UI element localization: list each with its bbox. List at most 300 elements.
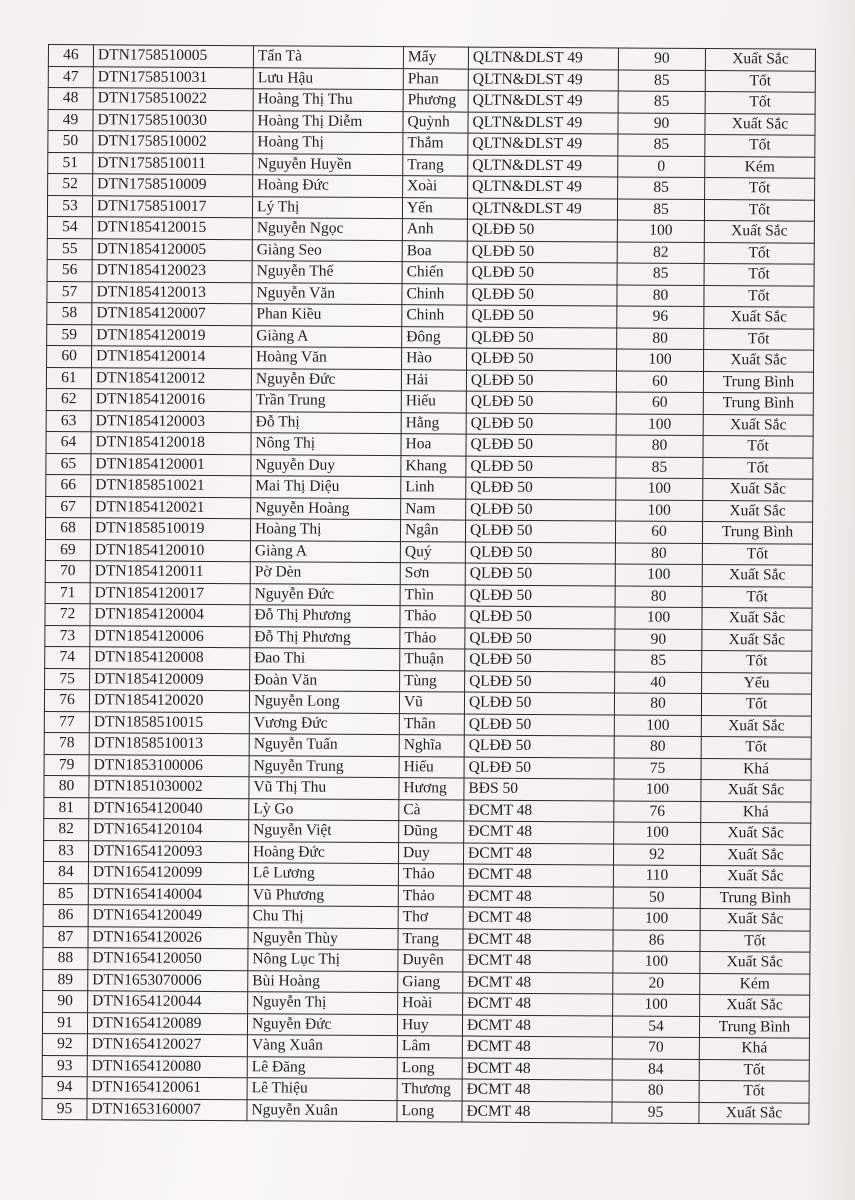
- rating-cell: Tốt: [705, 70, 815, 92]
- given-name-cell: Mẩy: [403, 47, 468, 69]
- rating-cell: Xuất Sắc: [702, 629, 812, 651]
- student-id-cell: DTN1854120007: [92, 303, 252, 325]
- family-name-cell: Nguyễn Thế: [252, 261, 402, 283]
- family-name-cell: Giàng Seo: [252, 239, 402, 261]
- student-id-cell: DTN1758510030: [93, 109, 253, 131]
- given-name-cell: Nam: [401, 498, 466, 520]
- given-name-cell: Chiến: [402, 262, 467, 284]
- class-name-cell: QLTN&DLST 49: [468, 133, 618, 155]
- rating-cell: Kém: [705, 156, 815, 178]
- row-number-cell: 66: [46, 474, 91, 496]
- row-number-cell: 90: [43, 990, 88, 1012]
- score-cell: 100: [615, 564, 702, 586]
- family-name-cell: Nguyễn Đức: [251, 368, 401, 390]
- family-name-cell: Hoàng Thị: [250, 519, 400, 541]
- score-cell: 60: [616, 392, 703, 414]
- class-name-cell: QLTN&DLST 49: [468, 90, 618, 112]
- family-name-cell: Nguyễn Tuấn: [249, 734, 399, 756]
- row-number-cell: 54: [47, 216, 92, 238]
- student-id-cell: DTN1654120080: [87, 1055, 247, 1077]
- rating-cell: Tốt: [704, 328, 814, 350]
- row-number-cell: 92: [42, 1033, 87, 1055]
- score-cell: 84: [612, 1058, 699, 1080]
- row-number-cell: 48: [48, 88, 93, 110]
- row-number-cell: 64: [46, 431, 91, 453]
- student-id-cell: DTN1654120040: [89, 797, 249, 819]
- rating-cell: Tốt: [703, 457, 813, 479]
- given-name-cell: Huy: [397, 1014, 462, 1036]
- class-name-cell: QLĐĐ 50: [465, 585, 615, 607]
- row-number-cell: 86: [43, 904, 88, 926]
- row-number-cell: 47: [48, 66, 93, 88]
- rating-cell: Xuất Sắc: [702, 565, 812, 587]
- score-cell: 70: [612, 1037, 699, 1059]
- class-name-cell: QLĐĐ 50: [465, 606, 615, 628]
- family-name-cell: Bùi Hoàng: [248, 970, 398, 992]
- given-name-cell: Trang: [398, 928, 463, 950]
- score-cell: 100: [613, 994, 700, 1016]
- given-name-cell: Thảo: [398, 864, 463, 886]
- student-id-cell: DTN1858510021: [91, 475, 251, 497]
- rating-cell: Tốt: [699, 1059, 809, 1081]
- row-number-cell: 57: [47, 281, 92, 303]
- class-name-cell: QLTN&DLST 49: [468, 176, 618, 198]
- student-id-cell: DTN1758510031: [93, 66, 253, 88]
- class-name-cell: QLTN&DLST 49: [468, 47, 618, 69]
- class-name-cell: QLĐĐ 50: [464, 714, 614, 736]
- row-number-cell: 65: [46, 453, 91, 475]
- given-name-cell: Thơ: [398, 907, 463, 929]
- family-name-cell: Hoàng Thị Diễm: [253, 110, 403, 132]
- class-name-cell: ĐCMT 48: [463, 972, 613, 994]
- family-name-cell: Pờ Dèn: [250, 562, 400, 584]
- row-number-cell: 68: [45, 517, 90, 539]
- row-number-cell: 58: [47, 302, 92, 324]
- family-name-cell: Nông Thị: [251, 433, 401, 455]
- rating-cell: Xuất Sắc: [700, 844, 810, 866]
- rating-cell: Trung Bình: [703, 393, 813, 415]
- row-number-cell: 69: [45, 539, 90, 561]
- score-cell: 80: [615, 542, 702, 564]
- family-name-cell: Nguyễn Thị: [248, 992, 398, 1014]
- given-name-cell: Đông: [402, 326, 467, 348]
- student-id-cell: DTN1654140004: [88, 883, 248, 905]
- class-name-cell: ĐCMT 48: [463, 929, 613, 951]
- class-name-cell: QLĐĐ 50: [465, 649, 615, 671]
- given-name-cell: Giang: [398, 971, 463, 993]
- family-name-cell: Giàng A: [252, 325, 402, 347]
- family-name-cell: Đoàn Văn: [250, 669, 400, 691]
- rating-cell: Tốt: [699, 1080, 809, 1102]
- student-id-cell: DTN1758510005: [93, 45, 253, 67]
- score-cell: 40: [615, 671, 702, 693]
- student-id-cell: DTN1854120005: [92, 238, 252, 260]
- class-name-cell: QLTN&DLST 49: [468, 69, 618, 91]
- family-name-cell: Nông Lục Thị: [248, 949, 398, 971]
- row-number-cell: 77: [44, 711, 89, 733]
- student-id-cell: DTN1654120049: [88, 905, 248, 927]
- family-name-cell: Hoàng Đức: [249, 841, 399, 863]
- student-id-cell: DTN1758510017: [92, 195, 252, 217]
- student-id-cell: DTN1854120011: [90, 561, 250, 583]
- given-name-cell: Ngân: [400, 520, 465, 542]
- score-cell: 100: [615, 607, 702, 629]
- family-name-cell: Nguyễn Văn: [252, 282, 402, 304]
- given-name-cell: Trang: [403, 154, 468, 176]
- class-name-cell: ĐCMT 48: [463, 864, 613, 886]
- rating-cell: Tốt: [702, 651, 812, 673]
- class-name-cell: QLĐĐ 50: [466, 456, 616, 478]
- given-name-cell: Hiếu: [401, 391, 466, 413]
- family-name-cell: Nguyễn Huyền: [253, 153, 403, 175]
- rating-cell: Tốt: [704, 285, 814, 307]
- student-id-cell: DTN1854120021: [91, 496, 251, 518]
- given-name-cell: Phan: [403, 68, 468, 90]
- rating-cell: Yếu: [702, 672, 812, 694]
- family-name-cell: Hoàng Văn: [252, 347, 402, 369]
- class-name-cell: QLĐĐ 50: [464, 735, 614, 757]
- row-number-cell: 67: [46, 496, 91, 518]
- class-name-cell: QLĐĐ 50: [467, 348, 617, 370]
- student-id-cell: DTN1654120089: [87, 1012, 247, 1034]
- given-name-cell: Duyên: [398, 950, 463, 972]
- given-name-cell: Hương: [399, 778, 464, 800]
- student-id-cell: DTN1854120020: [89, 690, 249, 712]
- rating-cell: Khá: [701, 758, 811, 780]
- student-id-cell: DTN1654120050: [88, 948, 248, 970]
- family-name-cell: Nguyễn Ngọc: [252, 218, 402, 240]
- given-name-cell: Quỳnh: [403, 111, 468, 133]
- family-name-cell: Đỗ Thị Phương: [250, 626, 400, 648]
- score-cell: 54: [612, 1015, 699, 1037]
- row-number-cell: 75: [45, 668, 90, 690]
- family-name-cell: Đỗ Thị: [251, 411, 401, 433]
- family-name-cell: Nguyễn Thùy: [248, 927, 398, 949]
- class-name-cell: ĐCMT 48: [462, 1079, 612, 1101]
- rating-cell: Trung Bình: [699, 1016, 809, 1038]
- row-number-cell: 59: [47, 324, 92, 346]
- rating-cell: Xuất Sắc: [699, 1102, 809, 1124]
- score-cell: 50: [613, 886, 700, 908]
- rating-cell: Tốt: [705, 178, 815, 200]
- family-name-cell: Mai Thị Diệu: [251, 476, 401, 498]
- score-cell: 85: [618, 69, 705, 91]
- family-name-cell: Hoàng Đức: [253, 175, 403, 197]
- rating-cell: Xuất Sắc: [700, 994, 810, 1016]
- rating-cell: Kém: [700, 973, 810, 995]
- student-id-cell: DTN1854120006: [90, 625, 250, 647]
- score-cell: 80: [614, 693, 701, 715]
- score-cell: 85: [618, 134, 705, 156]
- student-id-cell: DTN1854120019: [92, 324, 252, 346]
- rating-cell: Tốt: [704, 264, 814, 286]
- score-cell: 86: [613, 929, 700, 951]
- score-cell: 85: [617, 198, 704, 220]
- student-id-cell: DTN1653070006: [88, 969, 248, 991]
- rating-cell: Tốt: [700, 930, 810, 952]
- row-number-cell: 95: [42, 1098, 87, 1120]
- family-name-cell: Tẩn Tà: [253, 46, 403, 68]
- family-name-cell: Lê Đăng: [247, 1056, 397, 1078]
- student-id-cell: DTN1858510015: [89, 711, 249, 733]
- rating-cell: Xuất Sắc: [700, 909, 810, 931]
- row-number-cell: 85: [43, 883, 88, 905]
- row-number-cell: 61: [46, 367, 91, 389]
- score-cell: 80: [617, 284, 704, 306]
- family-name-cell: Giàng A: [250, 540, 400, 562]
- given-name-cell: Thuận: [400, 649, 465, 671]
- rating-cell: Tốt: [705, 135, 815, 157]
- student-id-cell: DTN1854120015: [92, 217, 252, 239]
- student-id-cell: DTN1851030002: [89, 776, 249, 798]
- score-cell: 96: [617, 306, 704, 328]
- class-name-cell: QLĐĐ 50: [467, 262, 617, 284]
- class-name-cell: BĐS 50: [464, 778, 614, 800]
- class-name-cell: QLĐĐ 50: [467, 284, 617, 306]
- row-number-cell: 60: [47, 345, 92, 367]
- rating-cell: Tốt: [701, 737, 811, 759]
- row-number-cell: 72: [45, 603, 90, 625]
- row-number-cell: 91: [42, 1012, 87, 1034]
- score-cell: 100: [614, 714, 701, 736]
- given-name-cell: Long: [397, 1100, 462, 1122]
- table-row: [42, 1098, 809, 1124]
- score-cell: 85: [618, 177, 705, 199]
- row-number-cell: 80: [44, 775, 89, 797]
- rating-cell: Tốt: [701, 694, 811, 716]
- row-number-cell: 46: [48, 45, 93, 67]
- given-name-cell: Quý: [400, 541, 465, 563]
- rating-cell: Xuất Sắc: [702, 608, 812, 630]
- score-cell: 75: [614, 757, 701, 779]
- given-name-cell: Vũ: [399, 692, 464, 714]
- row-number-cell: 55: [47, 238, 92, 260]
- score-cell: 90: [618, 48, 705, 70]
- family-name-cell: Nguyễn Đức: [250, 583, 400, 605]
- family-name-cell: Hoàng Thị: [253, 132, 403, 154]
- class-name-cell: ĐCMT 48: [462, 1015, 612, 1037]
- given-name-cell: Khang: [401, 455, 466, 477]
- class-name-cell: ĐCMT 48: [462, 1101, 612, 1123]
- student-id-cell: DTN1854120018: [91, 432, 251, 454]
- family-name-cell: Nguyễn Duy: [251, 454, 401, 476]
- row-number-cell: 53: [47, 195, 92, 217]
- family-name-cell: Vũ Thị Thu: [249, 777, 399, 799]
- row-number-cell: 76: [44, 689, 89, 711]
- rating-cell: Xuất Sắc: [705, 49, 815, 71]
- family-name-cell: Phan Kiều: [252, 304, 402, 326]
- given-name-cell: Yến: [402, 197, 467, 219]
- student-id-cell: DTN1854120017: [90, 582, 250, 604]
- family-name-cell: Nguyễn Xuân: [247, 1099, 397, 1121]
- rating-cell: Xuất Sắc: [700, 866, 810, 888]
- given-name-cell: Thân: [399, 713, 464, 735]
- row-number-cell: 56: [47, 259, 92, 281]
- score-cell: 0: [618, 155, 705, 177]
- roster-body: [42, 45, 816, 1125]
- family-name-cell: Lê Thiệu: [247, 1078, 397, 1100]
- given-name-cell: Linh: [401, 477, 466, 499]
- family-name-cell: Chu Thị: [248, 906, 398, 928]
- given-name-cell: Hiếu: [399, 756, 464, 778]
- row-number-cell: 78: [44, 732, 89, 754]
- student-id-cell: DTN1654120044: [88, 991, 248, 1013]
- student-id-cell: DTN1854120023: [92, 260, 252, 282]
- given-name-cell: Thương: [397, 1079, 462, 1101]
- class-name-cell: QLĐĐ 50: [464, 757, 614, 779]
- student-id-cell: DTN1854120012: [91, 367, 251, 389]
- given-name-cell: Thảo: [400, 606, 465, 628]
- given-name-cell: Tùng: [400, 670, 465, 692]
- class-name-cell: QLĐĐ 50: [466, 434, 616, 456]
- student-id-cell: DTN1758510011: [93, 152, 253, 174]
- student-id-cell: DTN1854120014: [92, 346, 252, 368]
- student-id-cell: DTN1853100006: [89, 754, 249, 776]
- family-name-cell: Lưu Hậu: [253, 67, 403, 89]
- row-number-cell: 93: [42, 1055, 87, 1077]
- rating-cell: Xuất Sắc: [703, 414, 813, 436]
- rating-cell: Xuất Sắc: [704, 221, 814, 243]
- given-name-cell: Hải: [401, 369, 466, 391]
- class-name-cell: QLĐĐ 50: [467, 327, 617, 349]
- score-cell: 92: [613, 843, 700, 865]
- class-name-cell: ĐCMT 48: [463, 843, 613, 865]
- student-id-cell: DTN1653160007: [87, 1098, 247, 1120]
- rating-cell: Trung Bình: [702, 522, 812, 544]
- family-name-cell: Vàng Xuân: [247, 1035, 397, 1057]
- rating-cell: Tốt: [703, 436, 813, 458]
- class-name-cell: QLĐĐ 50: [466, 413, 616, 435]
- given-name-cell: Thảo: [398, 885, 463, 907]
- family-name-cell: Đao Thi: [250, 648, 400, 670]
- family-name-cell: Nguyễn Việt: [249, 820, 399, 842]
- row-number-cell: 83: [44, 840, 89, 862]
- score-cell: 100: [614, 822, 701, 844]
- given-name-cell: Nghĩa: [399, 735, 464, 757]
- student-id-cell: DTN1654120104: [89, 819, 249, 841]
- row-number-cell: 52: [48, 174, 93, 196]
- rating-cell: Xuất Sắc: [703, 500, 813, 522]
- score-cell: 100: [613, 951, 700, 973]
- student-id-cell: DTN1654120099: [88, 862, 248, 884]
- given-name-cell: Anh: [402, 219, 467, 241]
- family-name-cell: Nguyễn Trung: [249, 755, 399, 777]
- score-cell: 100: [616, 499, 703, 521]
- student-id-cell: DTN1758510009: [93, 174, 253, 196]
- score-cell: 80: [616, 435, 703, 457]
- family-name-cell: Vương Đức: [249, 712, 399, 734]
- rating-cell: Xuất Sắc: [701, 823, 811, 845]
- rating-cell: Xuất Sắc: [701, 780, 811, 802]
- score-cell: 100: [616, 413, 703, 435]
- rating-cell: Khá: [701, 801, 811, 823]
- given-name-cell: Chinh: [402, 305, 467, 327]
- class-name-cell: ĐCMT 48: [462, 1036, 612, 1058]
- score-cell: 85: [615, 650, 702, 672]
- rating-cell: Tốt: [702, 586, 812, 608]
- score-cell: 80: [614, 736, 701, 758]
- student-id-cell: DTN1858510019: [90, 518, 250, 540]
- score-cell: 90: [615, 628, 702, 650]
- class-name-cell: QLĐĐ 50: [466, 477, 616, 499]
- rating-cell: Xuất Sắc: [704, 307, 814, 329]
- given-name-cell: Thảo: [400, 627, 465, 649]
- class-name-cell: ĐCMT 48: [464, 800, 614, 822]
- class-name-cell: QLĐĐ 50: [467, 219, 617, 241]
- student-id-cell: DTN1858510013: [89, 733, 249, 755]
- rating-cell: Xuất Sắc: [701, 715, 811, 737]
- given-name-cell: Phương: [403, 90, 468, 112]
- given-name-cell: Xoài: [403, 176, 468, 198]
- score-cell: 95: [612, 1101, 699, 1123]
- class-name-cell: QLĐĐ 50: [465, 542, 615, 564]
- row-number-cell: 87: [43, 926, 88, 948]
- row-number-cell: 88: [43, 947, 88, 969]
- rating-cell: Trung Bình: [700, 887, 810, 909]
- score-cell: 60: [615, 521, 702, 543]
- class-name-cell: QLĐĐ 50: [466, 391, 616, 413]
- row-number-cell: 70: [45, 560, 90, 582]
- score-cell: 20: [613, 972, 700, 994]
- given-name-cell: Hoài: [398, 993, 463, 1015]
- score-cell: 76: [614, 800, 701, 822]
- rating-cell: Tốt: [704, 199, 814, 221]
- row-number-cell: 62: [46, 388, 91, 410]
- row-number-cell: 81: [44, 797, 89, 819]
- score-cell: 100: [617, 220, 704, 242]
- family-name-cell: Đỗ Thị Phương: [250, 605, 400, 627]
- score-cell: 100: [614, 779, 701, 801]
- class-name-cell: ĐCMT 48: [463, 907, 613, 929]
- class-name-cell: QLĐĐ 50: [465, 563, 615, 585]
- given-name-cell: Thìn: [400, 584, 465, 606]
- class-name-cell: QLTN&DLST 49: [468, 112, 618, 134]
- class-name-cell: ĐCMT 48: [464, 821, 614, 843]
- family-name-cell: Vũ Phương: [248, 884, 398, 906]
- student-id-cell: DTN1654120061: [87, 1077, 247, 1099]
- given-name-cell: Hoa: [401, 434, 466, 456]
- row-number-cell: 63: [46, 410, 91, 432]
- class-name-cell: QLĐĐ 50: [464, 692, 614, 714]
- student-id-cell: DTN1854120016: [91, 389, 251, 411]
- given-name-cell: Dũng: [399, 821, 464, 843]
- family-name-cell: Lê Lương: [248, 863, 398, 885]
- class-name-cell: ĐCMT 48: [463, 993, 613, 1015]
- class-name-cell: QLĐĐ 50: [465, 520, 615, 542]
- student-id-cell: DTN1854120010: [90, 539, 250, 561]
- class-name-cell: ĐCMT 48: [462, 1058, 612, 1080]
- row-number-cell: 74: [45, 646, 90, 668]
- score-cell: 85: [618, 91, 705, 113]
- score-cell: 82: [617, 241, 704, 263]
- score-cell: 100: [613, 908, 700, 930]
- rating-cell: Khá: [699, 1037, 809, 1059]
- student-id-cell: DTN1654120093: [89, 840, 249, 862]
- class-name-cell: ĐCMT 48: [463, 886, 613, 908]
- class-name-cell: QLĐĐ 50: [465, 628, 615, 650]
- class-name-cell: QLĐĐ 50: [467, 305, 617, 327]
- given-name-cell: Lâm: [397, 1036, 462, 1058]
- student-id-cell: DTN1854120013: [92, 281, 252, 303]
- student-roster-table: [41, 44, 816, 1125]
- given-name-cell: Sơn: [400, 563, 465, 585]
- rating-cell: Xuất Sắc: [705, 113, 815, 135]
- student-id-cell: DTN1758510002: [93, 131, 253, 153]
- rating-cell: Tốt: [705, 92, 815, 114]
- score-cell: 100: [617, 349, 704, 371]
- student-id-cell: DTN1758510022: [93, 88, 253, 110]
- row-number-cell: 50: [48, 131, 93, 153]
